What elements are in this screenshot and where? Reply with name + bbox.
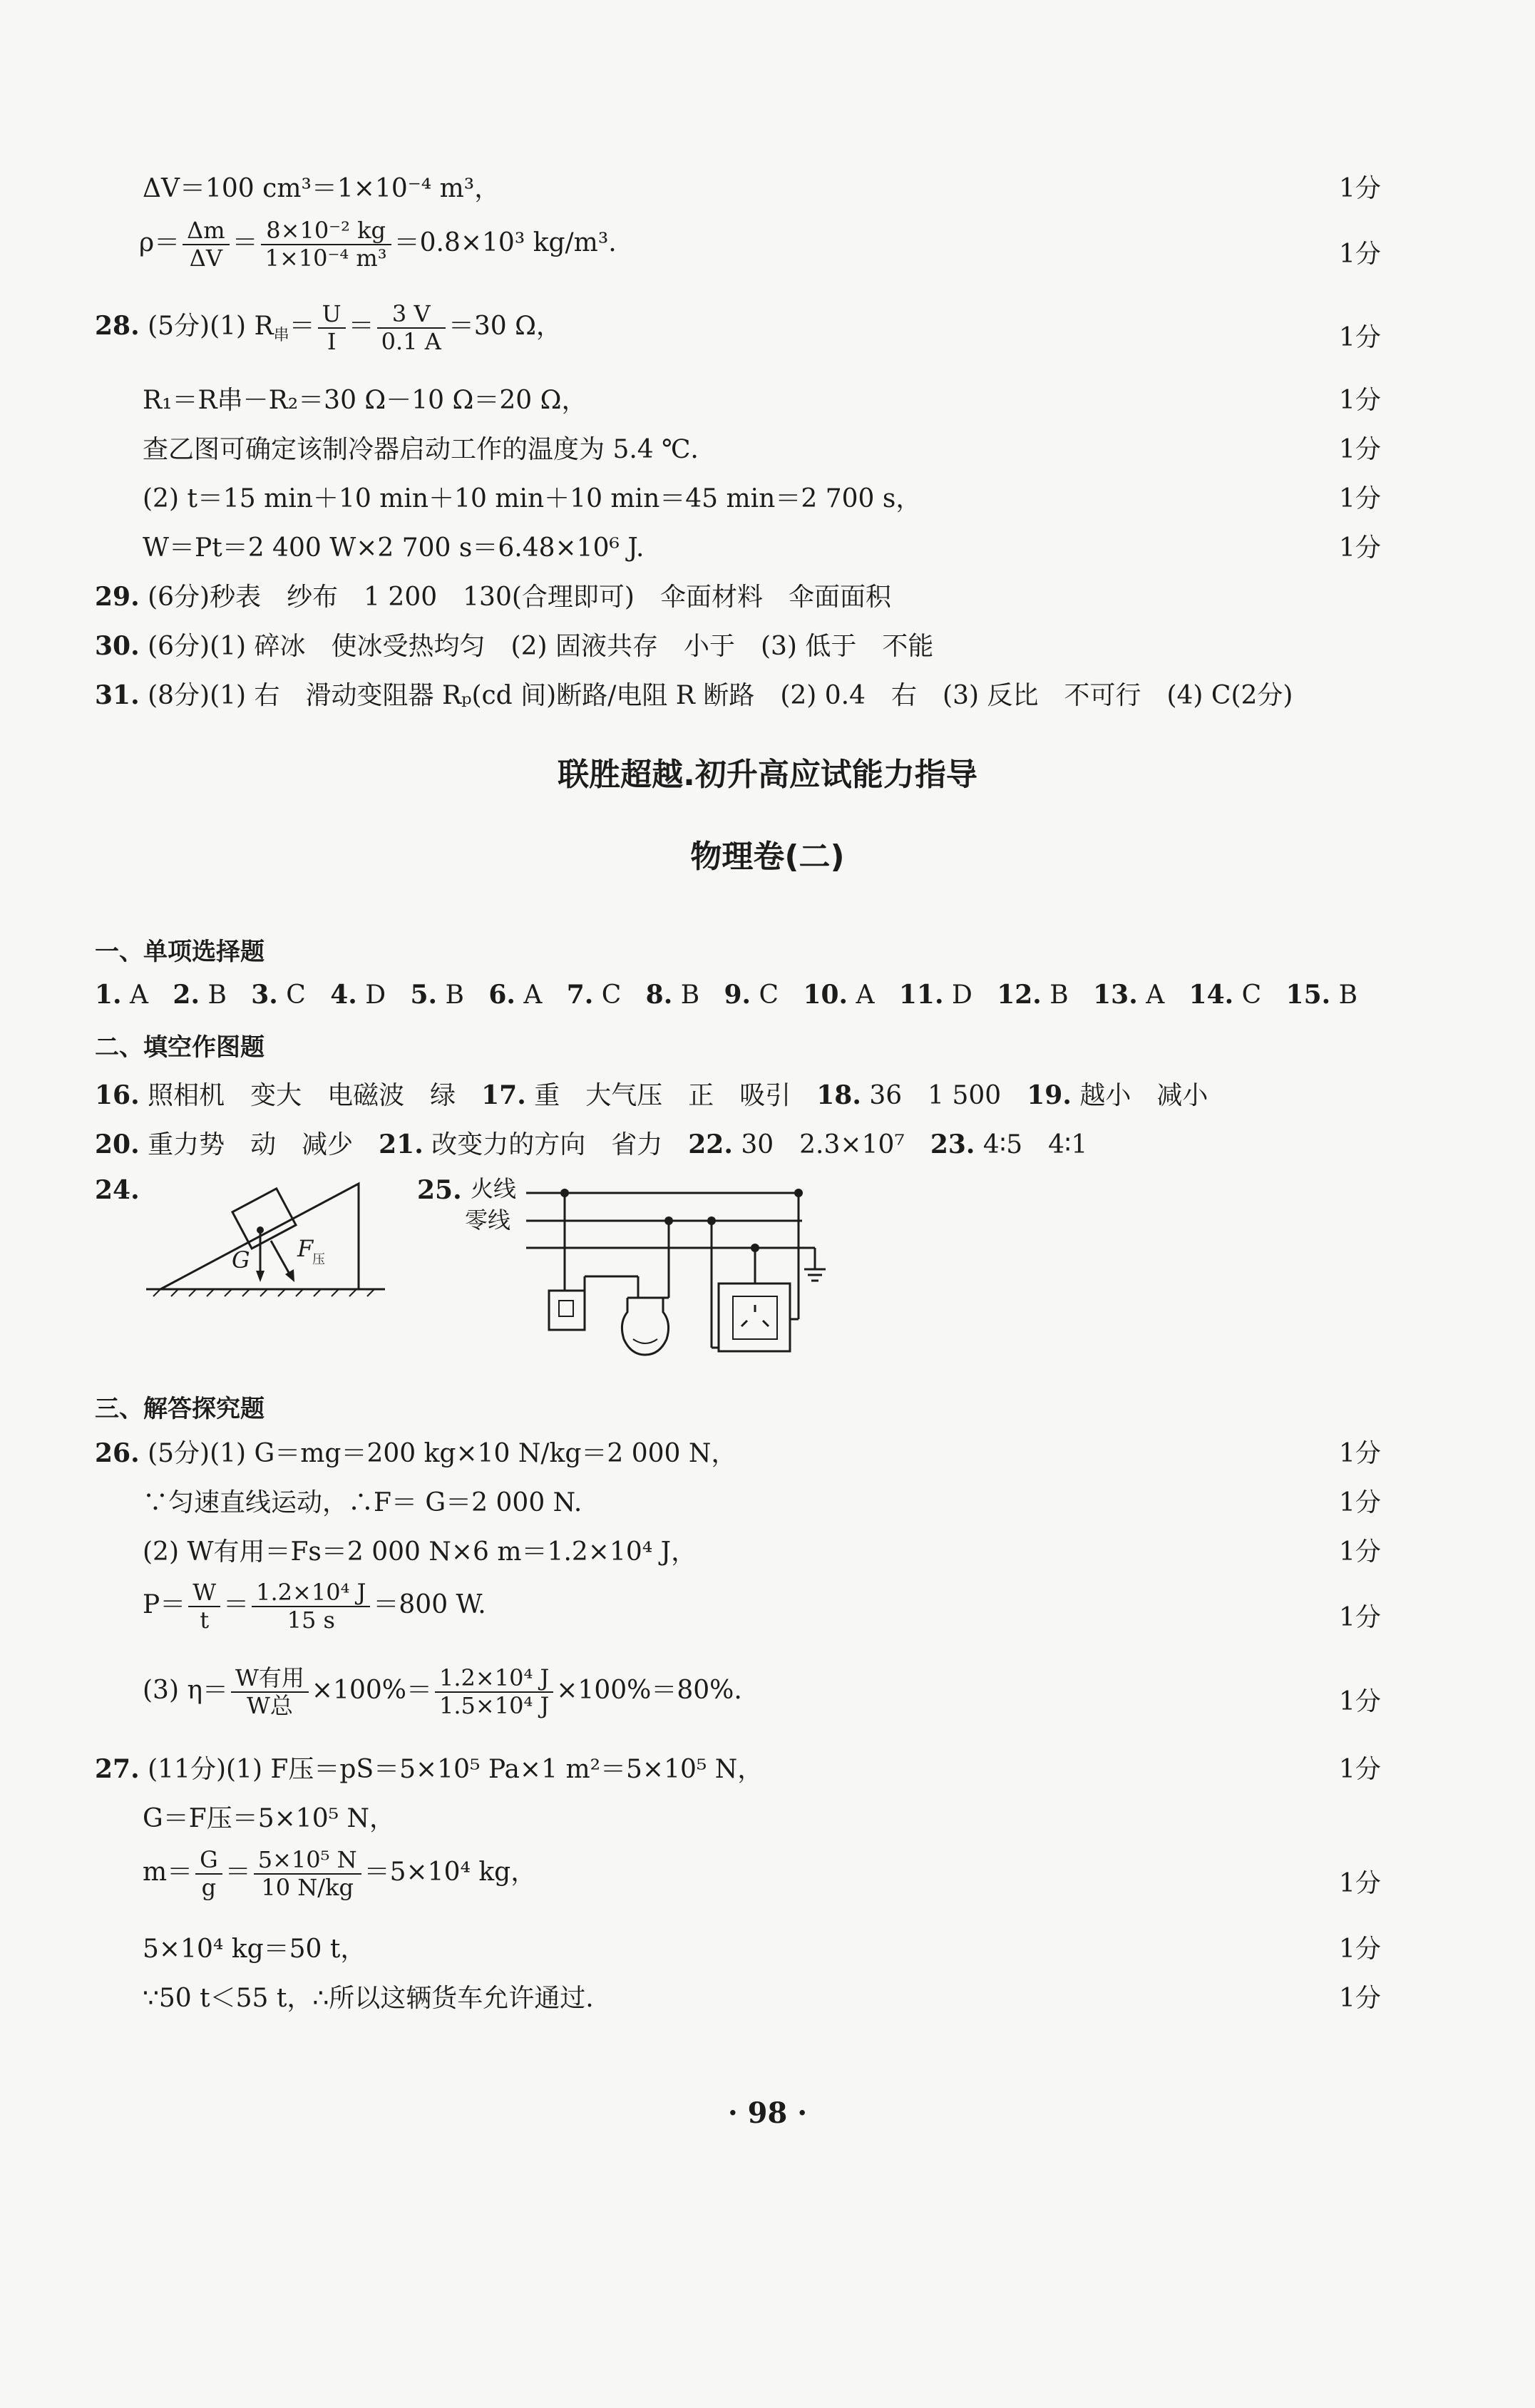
score: 1分 <box>1339 174 1381 203</box>
score: 1分 <box>1339 1984 1381 2013</box>
score: 1分 <box>1339 1935 1381 1964</box>
volume-line: ΔV＝100 cm³＝1×10⁻⁴ m³， <box>143 174 500 203</box>
q28-line1: 28. (5分)(1) $R_串=$ $\frac{U}{I}$ ＝ $\frac{3 V}{0.1 A}$ ＝30 Ω， <box>95 300 562 355</box>
q28-line4: (2) t＝15 min＋10 min＋10 min＋10 min＝45 min＝2 700 s， <box>143 484 922 513</box>
q26-efficiency: (3) η＝ $\frac{\text{W有用}}{\text{W总}}$ ×100%＝ $\frac{\text{1.2×10⁴ J}}{\text{1.5×10⁴ J}}$ ×100%＝80%. <box>143 1664 742 1719</box>
section-heading-choice: 一、单项选择题 <box>95 938 265 966</box>
q27-line2: G＝F压＝5×10⁵ N， <box>143 1804 395 1833</box>
choice-answer: 11. D <box>898 980 972 1010</box>
neutral-wire-label: 零线 <box>465 1206 511 1234</box>
choice-answers-row <box>95 980 1357 1010</box>
choice-answer: 12. B <box>997 980 1069 1010</box>
fig24-label: 24. <box>95 1175 140 1205</box>
section-heading-fill: 二、填空作图题 <box>95 1033 265 1062</box>
q27-mass: m＝ $\frac{G}{g}$ ＝ $\frac{\text{5×10⁵ N}}{10 N/kg}$ ＝5×10⁴ kg， <box>143 1846 537 1901</box>
choice-answer: 3. C <box>251 980 306 1010</box>
fill-answers-row2: 20. 重力势 动 减少 21. 改变力的方向 省力 22. 30 2.3×10⁷ 23. 4∶5 4∶1 <box>95 1129 1088 1159</box>
score: 1分 <box>1339 323 1381 352</box>
page-number: · 98 · <box>727 2096 808 2130</box>
q27-line4: 5×10⁴ kg＝50 t， <box>143 1935 366 1964</box>
score: 1分 <box>1339 1687 1381 1716</box>
q30-line: 30. (6分)(1) 碎冰 使冰受热均匀 (2) 固液共存 小于 (3) 低于 不能 <box>95 631 934 661</box>
score: 1分 <box>1339 1537 1381 1567</box>
bulb <box>622 1298 668 1355</box>
choice-answer: 10. A <box>803 980 875 1010</box>
fill-answers-row1: 16. 照相机 变大 电磁波 绿 17. 重 大气压 正 吸引 18. 36 1 500 19. 越小 减小 <box>95 1080 1208 1110</box>
q26-line3: (2) W有用＝Fs＝2 000 N×6 m＝1.2×10⁴ J， <box>143 1537 697 1567</box>
choice-answer: 8. B <box>645 980 700 1010</box>
choice-answer: 15. B <box>1285 980 1358 1010</box>
choice-answer: 5. B <box>410 980 464 1010</box>
socket <box>719 1284 790 1351</box>
score: 1分 <box>1339 1603 1381 1632</box>
block <box>232 1189 296 1249</box>
paper-title: 物理卷(二) <box>690 839 845 875</box>
incline-diagram <box>139 1169 396 1298</box>
svg-text:压: 压 <box>312 1252 325 1267</box>
choice-answer: 6. A <box>488 980 543 1010</box>
score: 1分 <box>1339 1755 1381 1784</box>
score: 1分 <box>1339 533 1381 563</box>
q27-line5: ∵50 t＜55 t，∴所以这辆货车允许通过. <box>143 1984 594 2013</box>
choice-answer: 7. C <box>566 980 622 1010</box>
q26-power: P＝ $\frac{W}{t}$ ＝ $\frac{\text{1.2×10⁴ J}}{15 s}$ ＝800 W. <box>143 1579 486 1634</box>
score: 1分 <box>1339 386 1381 415</box>
choice-answer: 14. C <box>1189 980 1262 1010</box>
pressure-arrow <box>271 1241 291 1276</box>
circuit-diagram <box>456 1169 870 1369</box>
switch <box>549 1291 585 1330</box>
pressure-label: F <box>297 1235 314 1262</box>
choice-answer: 9. C <box>724 980 779 1010</box>
q26-line2: ∵匀速直线运动，∴F＝ G＝2 000 N. <box>143 1488 582 1517</box>
live-wire-label: 火线 <box>471 1175 517 1202</box>
gravity-label: G <box>232 1246 250 1274</box>
score: 1分 <box>1339 1488 1381 1517</box>
score: 1分 <box>1339 435 1381 464</box>
q31-line: 31. (8分)(1) 右 滑动变阻器 Rₚ(cd 间)断路/电阻 R 断路 (2) 0.4 右 (3) 反比 不可行 (4) C(2分) <box>95 680 1293 710</box>
q28-line2: R₁＝R串－R₂＝30 Ω－10 Ω＝20 Ω， <box>143 386 587 415</box>
section-title: 联胜超越.初升高应试能力指导 <box>558 757 977 793</box>
choice-answer: 1. A <box>95 980 149 1010</box>
score: 1分 <box>1339 1439 1381 1468</box>
score: 1分 <box>1339 1869 1381 1898</box>
choice-answer: 4. D <box>330 980 386 1010</box>
q29-line: 29. (6分)秒表 纱布 1 200 130(合理即可) 伞面材料 伞面面积 <box>95 582 891 612</box>
choice-answer: 2. B <box>173 980 227 1010</box>
q27-line1: 27. (11分)(1) F压＝pS＝5×10⁵ Pa×1 m²＝5×10⁵ N， <box>95 1754 764 1784</box>
q28-line3: 查乙图可确定该制冷器启动工作的温度为 5.4 ℃. <box>143 435 699 464</box>
score: 1分 <box>1339 484 1381 513</box>
section-heading-solve: 三、解答探究题 <box>95 1395 265 1423</box>
q28-line5: W＝Pt＝2 400 W×2 700 s＝6.48×10⁶ J. <box>143 533 645 563</box>
choice-answer: 13. A <box>1093 980 1165 1010</box>
density-line: ρ＝ $\frac{\Delta m}{\Delta V}$ ＝ $\frac{\text{8×10⁻² kg}}{\text{1×10⁻⁴ m³}}$ ＝0.8×10³ kg/m³. <box>139 217 617 272</box>
q26-line1: 26. (5分)(1) G＝mg＝200 kg×10 N/kg＝2 000 N， <box>95 1438 737 1468</box>
fig25-label: 25. <box>417 1175 462 1205</box>
score: 1分 <box>1339 240 1381 269</box>
